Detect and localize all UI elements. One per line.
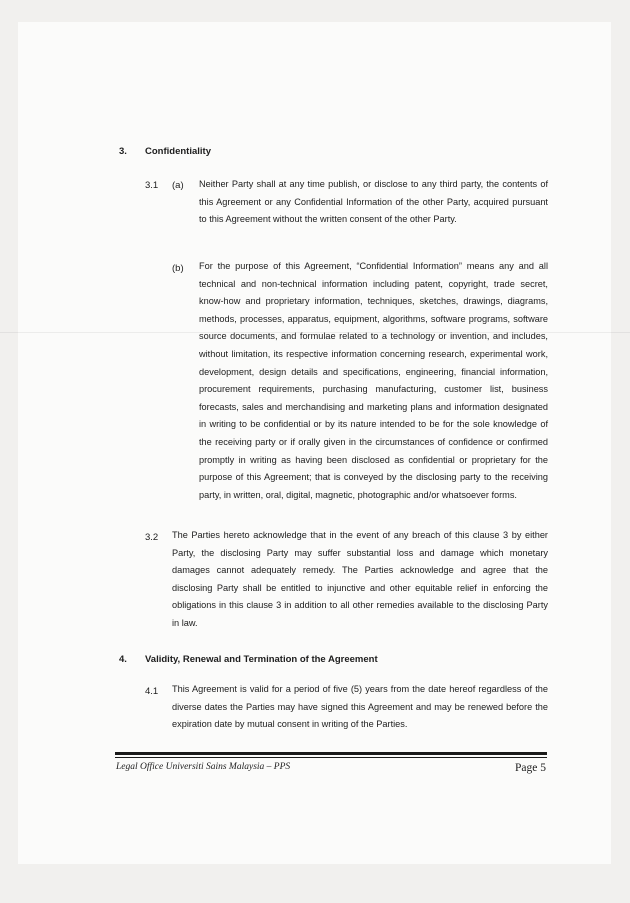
clause-3-1-a-text: Neither Party shall at any time publish, or disclose to any third party, the contents of this Agreement or any Confidential Information of the other Party, acquired pursuant to this Agreement without the written consent of the other Party. bbox=[199, 179, 548, 225]
footer-page-number: Page 5 bbox=[515, 762, 546, 774]
clause-3-2-text: The Parties hereto acknowledge that in the event of any breach of this clause 3 by either Party, the disclosing Party may suffer substantial loss and damage which monetary damages cannot adequately remedy. The Parties acknowledge and agree that the disclosing Party shall be entitled to injunctive and other equitable relief in enforcing the obligations in this clause 3 in addition to all other remedies available to the disclosing Party in law. bbox=[172, 530, 548, 628]
section-4-number: 4. bbox=[119, 654, 127, 665]
footer-rule-thick bbox=[115, 752, 547, 755]
clause-3-1-b-label: (b) bbox=[172, 263, 184, 274]
footer-office-name: Legal Office Universiti Sains Malaysia – PPS bbox=[116, 762, 291, 772]
clause-3-1-b-text: For the purpose of this Agreement, “Confidential Information” means any and all technical and non-technical information including patent, copyright, trade secret, know-how and proprietary information, techniques, sketches, drawings, diagrams, methods, processes, apparatus, equipment, algorithms, software programs, software source documents, and formulae related to a technology or invention, and includes, without limitation, its respective information concerning research, experimental work, development, design details and specifications, engineering, financial information, procurement requirements, purchasing manufacturing, customer list, business forecasts, sales and merchandising and marketing plans and information designated in writing to be confidential or by its nature intended to be for the sole knowledge of the receiving party or if orally given in the circumstances of confidence or confirmed promptly in writing as having been disclosed as confidential or proprietary for the purpose of this Agreement; that is conveyed by the disclosing party to the receiving party, in written, oral, digital, magnetic, photographic and/or whatsoever forms. bbox=[199, 261, 548, 500]
clause-4-1-number: 4.1 bbox=[145, 686, 159, 697]
clause-3-1-a-label: (a) bbox=[172, 180, 184, 191]
footer-rule-thin bbox=[115, 757, 547, 758]
section-4-title: Validity, Renewal and Termination of the Agreement bbox=[145, 654, 378, 665]
clause-3-2-number: 3.2 bbox=[145, 532, 159, 543]
clause-4-1-text: This Agreement is valid for a period of five (5) years from the date hereof regardless of the diverse dates the Parties may have signed this Agreement and may be renewed before the expiration date by mutual consent in writing of the Parties. bbox=[172, 684, 548, 730]
clause-3-1-number: 3.1 bbox=[145, 180, 159, 191]
section-3-number: 3. bbox=[119, 146, 127, 157]
section-3-title: Confidentiality bbox=[145, 146, 211, 157]
